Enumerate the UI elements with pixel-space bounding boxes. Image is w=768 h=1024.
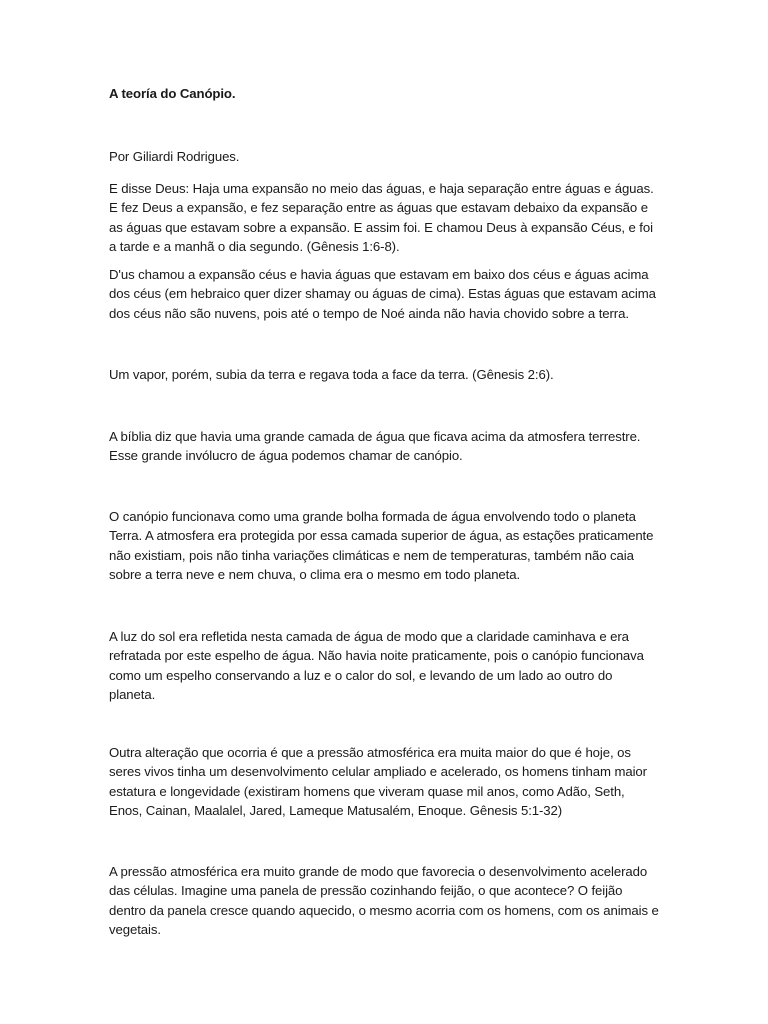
paragraph-6: A luz do sol era refletida nesta camada de água de modo que a claridade caminhava e era refratada por este espelho de água. Não havia noite praticamente, pois o canópio funcionava como um espelho conservando a luz e o calor do sol, e levando de um lado ao outro do planeta. [109, 629, 644, 702]
paragraph-8: A pressão atmosférica era muito grande de modo que favorecia o desenvolvimento acelerado das células. Imagine uma panela de pressão cozinhando feijão, o que acontece? O feijão dentro da panela cresce quando aquecido, o mesmo acorria com os homens, com os animais e vegetais. [109, 864, 659, 937]
paragraph-2: D'us chamou a expansão céus e havia águas que estavam em baixo dos céus e águas acima dos céus (em hebraico quer dizer shamay ou águas de cima). Estas águas que estavam acima dos céus não são nuvens, pois até o tempo de Noé ainda não havia chovido sobre a terra. [109, 267, 656, 321]
document-title: A teoría do Canópio. [109, 86, 236, 101]
author-line: Por Giliardi Rodrigues. [109, 149, 240, 164]
paragraph-5: O canópio funcionava como uma grande bolha formada de água envolvendo todo o planeta Terra. A atmosfera era protegida por essa camada superior de água, as estações praticamente não existiam, pois não tinha variações climáticas e nem de temperaturas, também não caia sobre a terra neve e nem chuva, o clima era o mesmo em todo planeta. [109, 509, 654, 582]
paragraph-3: Um vapor, porém, subia da terra e regava toda a face da terra. (Gênesis 2:6). [109, 367, 554, 382]
paragraph-7: Outra alteração que ocorria é que a pressão atmosférica era muita maior do que é hoje, os seres vivos tinha um desenvolvimento celular ampliado e acelerado, os homens tinham maior estatura e longevidade (existiram homens que viveram quase mil anos, como Adão, Seth, Enos, Cainan, Maalalel, Jared, Lameque Matusalém, Enoque. Gênesis 5:1-32) [109, 745, 647, 818]
paragraph-4: A bíblia diz que havia uma grande camada de água que ficava acima da atmosfera terrestre. Esse grande invólucro de água podemos chamar de canópio. [109, 429, 641, 464]
paragraph-1: E disse Deus: Haja uma expansão no meio das águas, e haja separação entre águas e águas. E fez Deus a expansão, e fez separação entre as águas que estavam debaixo da expansão e as águas que estavam sobre a expansão. E assim foi. E chamou Deus à expansão Céus, e foi a tarde e a manhã o dia segundo. (Gênesis 1:6-8). [109, 181, 654, 254]
